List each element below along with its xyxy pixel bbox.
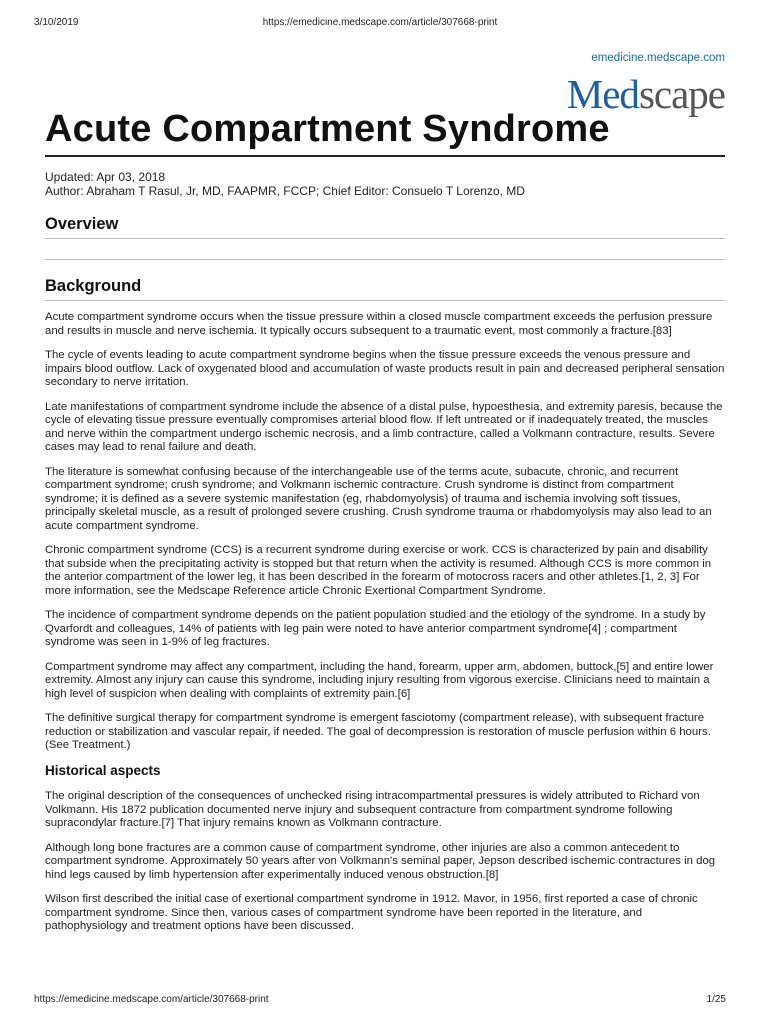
author-line: Author: Abraham T Rasul, Jr, MD, FAAPMR, FCCP; Chief Editor: Consuelo T Lorenzo, MD xyxy=(45,184,525,198)
paragraph: Wilson first described the initial case of exertional compartment syndrome in 1912. Mavor, in 1956, first reported a case of chronic compartment syndrome. Since then, various cases of compartment syndrome have been reported in the literature, and pathophysiology and treatment options have been discussed. xyxy=(45,893,698,932)
paragraph: The cycle of events leading to acute compartment syndrome begins when the tissue pressure exceeds the venous pressure and impairs blood outflow. Lack of oxygenated blood and accumulation of waste products result in pain and decreased peripheral sensation secondary to nerve irritation. xyxy=(45,349,725,388)
page-number: 1/25 xyxy=(706,994,726,1005)
updated-date: Updated: Apr 03, 2018 xyxy=(45,170,166,184)
paragraph: The literature is somewhat confusing because of the interchangeable use of the terms acute, subacute, chronic, and recurrent compartment syndrome; crush syndrome; and Volkmann ischemic contracture. Crush syndrome is distinct from compartment syndrome; it is defined as a severe systemic manifestation (eg, rhabdomyolysis) of trauma and ischemia involving soft tissues, principally skeletal muscle, as a result of prolonged severe crushing. Crush syndrome trauma or rhabdomyolysis may also lead to an acute compartment syndrome. xyxy=(45,465,712,532)
print-url: https://emedicine.medscape.com/article/307668-print xyxy=(262,17,498,28)
page-title: Acute Compartment Syndrome xyxy=(45,108,610,150)
paragraph: The incidence of compartment syndrome depends on the patient population studied and the etiology of the syndrome. In a study by Qvarfordt and colleagues, 14% of patients with leg pain were noted to have anterior compartment syndrome[4] ; compartment syndrome was seen in 1-9% of leg fractures. xyxy=(45,609,706,648)
overview-heading: Overview xyxy=(45,215,119,233)
paragraph: The definitive surgical therapy for compartment syndrome is emergent fasciotomy (compartment release), with subsequent fracture reduction or stabilization and vascular repair, if needed. The goal of decompression is restoration of muscle perfusion within 6 hours. (See Treatment.) xyxy=(45,712,711,751)
print-footer xyxy=(34,994,726,1008)
article-meta xyxy=(45,170,525,198)
paragraph: The original description of the consequences of unchecked rising intracompartmental pressures is widely attributed to Richard von Volkmann. His 1872 publication documented nerve injury and subsequent contracture from compartment syndrome following supracondylar fracture.[7] That injury remains known as Volkmann contracture. xyxy=(45,790,700,829)
article-body xyxy=(45,311,727,945)
paragraph: Chronic compartment syndrome (CCS) is a recurrent syndrome during exercise or work. CCS is characterized by pain and disability that subside when the precipitating activity is stopped but that return when the activity is resumed. Although CCS is more common in the anterior compartment of the lower leg, it has been described in the forearm of motocross racers and other athletes.[1, 2, 3] For more information, see the Medscape Reference article Chronic Exertional Compartment Syndrome. xyxy=(45,544,712,597)
title-divider xyxy=(45,155,725,157)
historical-aspects-heading: Historical aspects xyxy=(45,762,161,778)
footer-url: https://emedicine.medscape.com/article/307668-print xyxy=(34,994,269,1005)
divider xyxy=(45,300,725,301)
background-heading: Background xyxy=(45,277,142,295)
paragraph: Compartment syndrome may affect any compartment, including the hand, forearm, upper arm, abdomen, buttock,[5] and entire lower extremity. Almost any injury can cause this syndrome, including injury resulting from vigorous exercise. Clinicians need to maintain a high level of suspicion when dealing with complaints of extremity pain.[6] xyxy=(45,660,714,700)
site-link[interactable]: emedicine.medscape.com xyxy=(591,52,725,64)
paragraph: Late manifestations of compartment syndrome include the absence of a distal pulse, hypoesthesia, and extremity paresis, because the cycle of elevating tissue pressure eventually compromises arterial blood flow. If left untreated or if inadequately treated, the muscles and nerve within the compartment undergo ischemic necrosis, and a limb contracture, called a Volkmann contracture, results. Severe cases may lead to renal failure and death. xyxy=(45,400,723,453)
print-header xyxy=(34,17,726,31)
medscape-logo: Medscape xyxy=(566,71,725,117)
divider xyxy=(45,238,725,239)
paragraph: Acute compartment syndrome occurs when the tissue pressure within a closed muscle compartment exceeds the perfusion pressure and results in muscle and nerve ischemia. It typically occurs subsequent to a traumatic event, most commonly a fracture.[83] xyxy=(45,311,713,337)
divider xyxy=(45,259,725,260)
paragraph: Although long bone fractures are a common cause of compartment syndrome, other injuries are also a common antecedent to compartment syndrome. Approximately 50 years after von Volkmann's seminal paper, Jepson described ischemic contractures in dog hind legs caused by limb hypertension after experimentally induced venous obstruction.[8] xyxy=(45,841,716,881)
print-date: 3/10/2019 xyxy=(34,17,79,28)
